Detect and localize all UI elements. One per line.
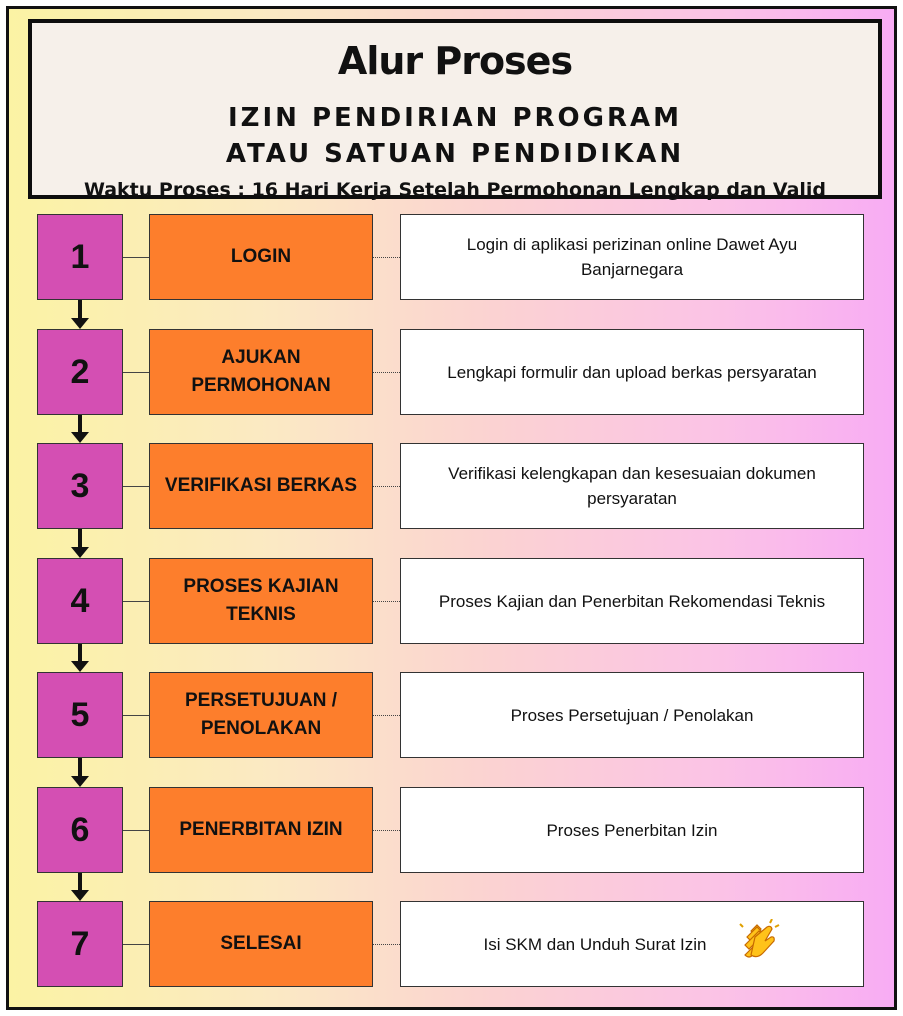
step-label-6: PENERBITAN IZIN (149, 787, 373, 873)
connector-line (123, 601, 149, 602)
connector-line (123, 715, 149, 716)
arrow-down-icon (71, 661, 89, 672)
dotted-connector (373, 715, 400, 716)
connector-line (123, 257, 149, 258)
step-label-2: AJUKAN PERMOHONAN (149, 329, 373, 415)
connector-line (123, 830, 149, 831)
subtitle-line-1: IZIN PENDIRIAN PROGRAM (227, 103, 682, 133)
arrow-down-icon (71, 432, 89, 443)
flow-arrow-line (78, 529, 82, 547)
dotted-connector (373, 372, 400, 373)
connector-line (123, 944, 149, 945)
connector-line (123, 372, 149, 373)
flow-arrow-line (78, 300, 82, 318)
flow-arrow-line (78, 758, 82, 776)
step-number-2: 2 (37, 329, 123, 415)
step-number-6: 6 (37, 787, 123, 873)
step-description-2: Lengkapi formulir dan upload berkas persyaratan (400, 329, 864, 415)
arrow-down-icon (71, 547, 89, 558)
clapping-hands-icon (737, 919, 781, 970)
dotted-connector (373, 601, 400, 602)
flow-arrow-line (78, 873, 82, 890)
step-label-5: PERSETUJUAN / PENOLAKAN (149, 672, 373, 758)
step-label-1: LOGIN (149, 214, 373, 300)
page-title: Alur Proses (337, 39, 573, 83)
connector-line (123, 486, 149, 487)
step-label-7: SELESAI (149, 901, 373, 987)
arrow-down-icon (71, 890, 89, 901)
dotted-connector (373, 944, 400, 945)
arrow-down-icon (71, 318, 89, 329)
step-number-7: 7 (37, 901, 123, 987)
step-description-5: Proses Persetujuan / Penolakan (400, 672, 864, 758)
step-label-3: VERIFIKASI BERKAS (149, 443, 373, 529)
dotted-connector (373, 257, 400, 258)
flow-arrow-line (78, 415, 82, 432)
flow-arrow-line (78, 644, 82, 661)
step-description-7-text: Isi SKM dan Unduh Surat Izin (483, 934, 707, 954)
step-number-3: 3 (37, 443, 123, 529)
subtitle-line-2: ATAU SATUAN PENDIDIKAN (225, 139, 685, 169)
header-box (28, 19, 882, 199)
step-description-3: Verifikasi kelengkapan dan kesesuaian dokumen persyaratan (400, 443, 864, 529)
step-number-5: 5 (37, 672, 123, 758)
step-number-1: 1 (37, 214, 123, 300)
step-label-4: PROSES KAJIAN TEKNIS (149, 558, 373, 644)
step-number-4: 4 (37, 558, 123, 644)
step-description-7 (400, 901, 864, 987)
dotted-connector (373, 830, 400, 831)
process-time: Waktu Proses : 16 Hari Kerja Setelah Permohonan Lengkap dan Valid (83, 179, 827, 201)
arrow-down-icon (71, 776, 89, 787)
dotted-connector (373, 486, 400, 487)
step-description-4: Proses Kajian dan Penerbitan Rekomendasi Teknis (400, 558, 864, 644)
step-description-1: Login di aplikasi perizinan online Dawet Ayu Banjarnegara (400, 214, 864, 300)
step-description-6: Proses Penerbitan Izin (400, 787, 864, 873)
